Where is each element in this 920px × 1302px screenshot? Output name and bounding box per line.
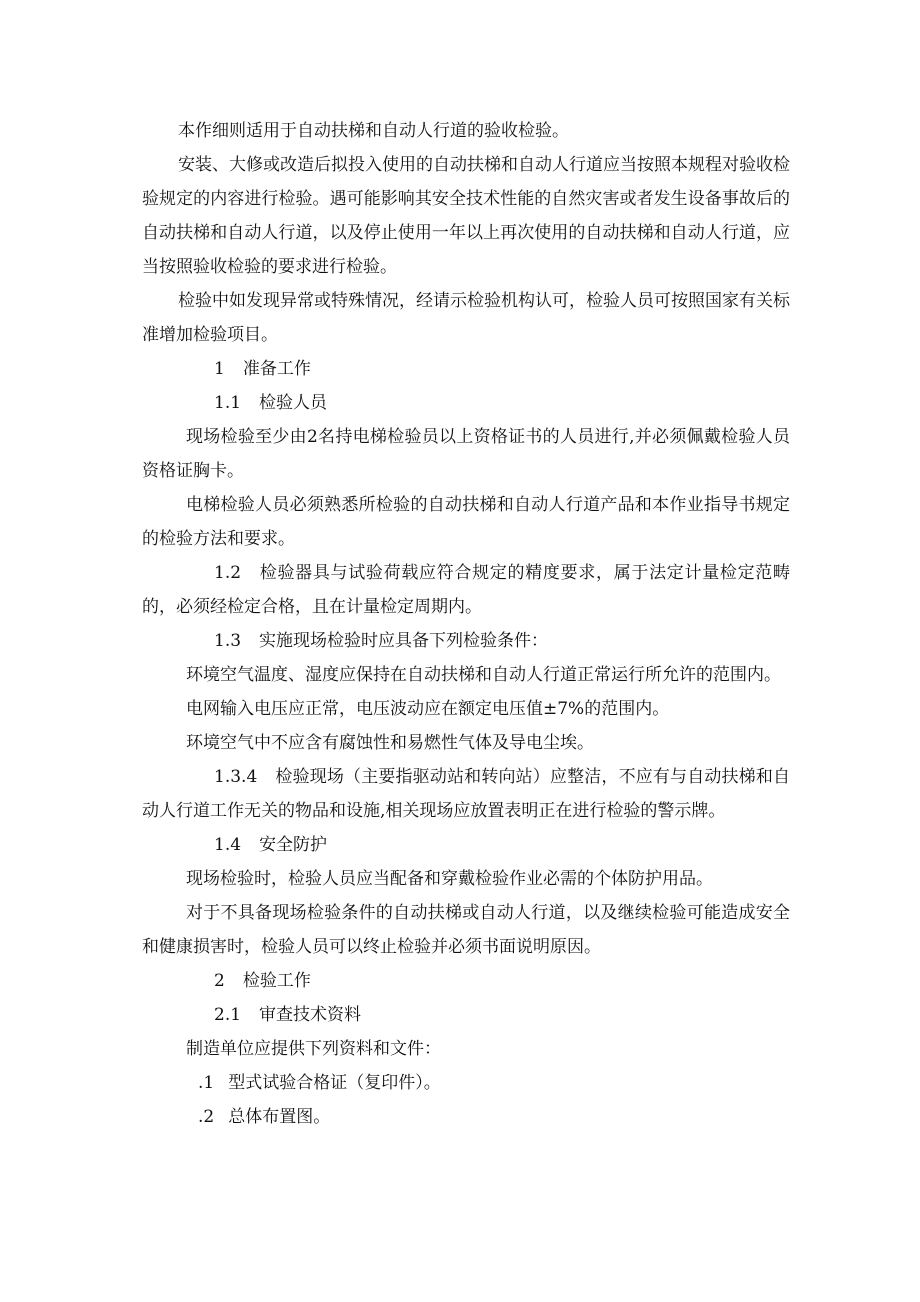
paragraph-condition-air: 环境空气中不应含有腐蚀性和易燃性气体及导电尘埃。 (186, 733, 594, 753)
list-item-text: 总体布置图。 (228, 1107, 331, 1127)
heading-text: 检验器具与试验荷载应符合规定的精度要求，属于法定计量检定范畴的，必须经检定合格，且在计量检定周期内。 (142, 563, 790, 617)
paragraph-condition-voltage: 电网输入电压应正常，电压波动应在额定电压值±7%的范围内。 (186, 699, 670, 719)
paragraph-manufacturer-documents: 制造单位应提供下列资料和文件： (186, 1039, 441, 1059)
paragraph-inspectors-knowledge: 电梯检验人员必须熟悉所检验的自动扶梯和自动人行道产品和本作业指导书规定的检验方法和要求。 (142, 495, 790, 549)
heading-2-inspection-work (142, 964, 790, 998)
heading-number: 1.1 (214, 393, 242, 413)
heading-text: 安全防护 (259, 835, 328, 855)
paragraph-additional-items: 检验中如发现异常或特殊情况，经请示检验机构认可，检验人员可按照国家有关标准增加检验项目。 (142, 291, 790, 345)
heading-1-preparation (142, 352, 790, 386)
paragraph-condition-temperature: 环境空气温度、湿度应保持在自动扶梯和自动人行道正常运行所允许的范围内。 (186, 665, 781, 685)
heading-1-3-conditions (142, 624, 790, 658)
list-item-text: 型式试验合格证（复印件）。 (228, 1073, 441, 1093)
heading-1-2-instruments (142, 556, 790, 624)
heading-number: 1.2 (214, 563, 242, 583)
heading-number: 2 (214, 971, 225, 991)
list-item-number: .1 (198, 1073, 215, 1093)
heading-number: 1.3 (214, 631, 242, 651)
heading-number: 1.3.4 (214, 767, 258, 787)
heading-1-1-inspectors (142, 386, 790, 420)
document-body (142, 114, 790, 1134)
list-item (142, 1066, 790, 1100)
heading-text: 检验工作 (242, 971, 311, 991)
paragraph-safety-equipment: 现场检验时，检验人员应当配备和穿戴检验作业必需的个体防护用品。 (186, 869, 713, 889)
heading-1-3-4-site (142, 760, 790, 828)
heading-text: 审查技术资料 (259, 1005, 362, 1025)
paragraph-safety-termination: 对于不具备现场检验条件的自动扶梯或自动人行道，以及继续检验可能造成安全和健康损害时，检验人员可以终止检验并必须书面说明原因。 (142, 903, 790, 957)
heading-number: 2.1 (214, 1005, 242, 1025)
heading-text: 实施现场检验时应具备下列检验条件： (259, 631, 549, 651)
heading-1-4-safety (142, 828, 790, 862)
heading-number: 1 (214, 359, 225, 379)
paragraph-inspectors-requirement: 现场检验至少由2名持电梯检验员以上资格证书的人员进行,并必须佩戴检验人员资格证胸卡。 (142, 427, 790, 481)
heading-2-1-technical-review (142, 998, 790, 1032)
heading-text: 检验现场（主要指驱动站和转向站）应整洁，不应有与自动扶梯和自动人行道工作无关的物品和设施,相关现场应放置表明正在进行检验的警示牌。 (142, 767, 790, 821)
heading-text: 准备工作 (242, 359, 311, 379)
heading-number: 1.4 (214, 835, 242, 855)
paragraph-scope: 本作细则适用于自动扶梯和自动人行道的验收检验。 (178, 121, 569, 141)
heading-text: 检验人员 (259, 393, 328, 413)
paragraph-applicability: 安装、大修或改造后拟投入使用的自动扶梯和自动人行道应当按照本规程对验收检验规定的内容进行检验。遇可能影响其安全技术性能的自然灾害或者发生设备事故后的自动扶梯和自动人行道，以及停止使用一年以上再次使用的自动扶梯和自动人行道，应当按照验收检验的要求进行检验。 (142, 155, 790, 277)
list-item-number: .2 (198, 1107, 215, 1127)
list-item (142, 1100, 790, 1134)
